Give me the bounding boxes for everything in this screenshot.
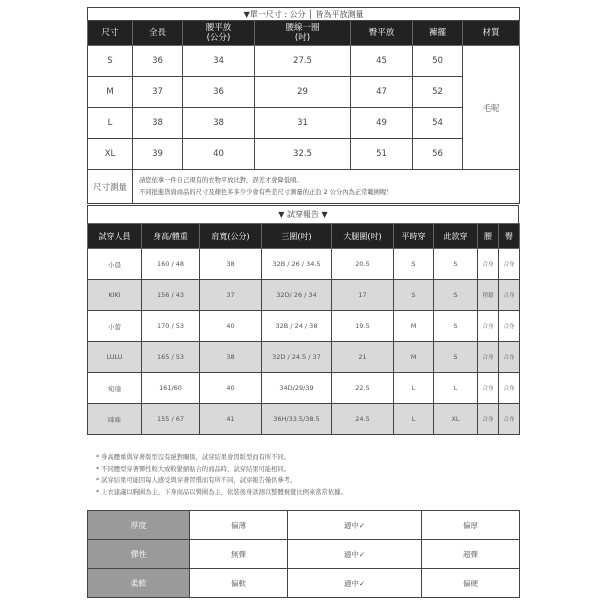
report-header-cell: 三圍(吋) [262,224,332,249]
size-table-title: ▼單一尺寸 : 公分 │ 皆為平放測量 [88,8,520,21]
tryon-report [87,205,519,435]
report-row [88,249,520,280]
report-cell: 155 / 67 [142,404,200,435]
size-cell: 37 [133,77,183,108]
size-cell: 45 [351,46,413,77]
report-row [88,404,520,435]
report-cell: 20.5 [332,249,394,280]
fabric-label: 柔軟 [88,569,190,598]
report-cell: 宛瑜 [88,373,142,404]
note-line: * 不同體型穿著彈性較大或較緊縮貼合的商品時，試穿結果可能相同。 [96,465,291,473]
report-cell: S [434,280,478,311]
size-cell: 29 [255,77,351,108]
fabric-option: 偏軟 [190,569,288,598]
report-cell: M [394,311,434,342]
measurement-note-label: 尺寸測量 [88,170,133,204]
size-table [87,7,520,204]
report-cell: 合身 [478,373,499,404]
measurement-note-line: 請您依拿一件自己現有的衣物平放比對，誤差才會降低唷。 [139,176,303,184]
size-cell: 49 [351,108,413,139]
fabric-row [88,511,520,540]
report-cell: L [394,404,434,435]
report-cell: S [434,342,478,373]
size-cell: 40 [183,139,255,170]
report-cell: 22.5 [332,373,394,404]
fabric-option: 適中✓ [288,511,422,540]
report-header-cell: 大腿圍(吋) [332,224,394,249]
size-cell: 51 [351,139,413,170]
report-cell: 34D/29/39 [262,373,332,404]
report-cell: 41 [200,404,262,435]
fabric-option: 適中✓ [288,569,422,598]
size-header-cell: 全長 [133,21,183,46]
report-cell: 36H/33.5/38.5 [262,404,332,435]
size-header-cell: 腰線一圈 (吋) [255,21,351,46]
report-cell: 19.5 [332,311,394,342]
report-header-cell: 平時穿 [394,224,434,249]
report-cell: 32B / 26 / 34.5 [262,249,332,280]
report-cell: S [394,249,434,280]
report-cell: 38 [200,342,262,373]
report-header-cell: 肩寬(公分) [200,224,262,249]
report-header-cell: 此款穿 [434,224,478,249]
report-cell: 合身 [478,311,499,342]
report-cell: S [434,311,478,342]
fabric-option: 偏薄 [190,511,288,540]
report-cell: 合身 [499,280,520,311]
size-cell: 36 [133,46,183,77]
report-header-cell: 試穿人員 [88,224,142,249]
tryon-report-header [88,224,520,249]
report-cell: 32D/ 26 / 34 [262,280,332,311]
report-cell: 稍鬆 [478,280,499,311]
report-cell: 合身 [499,342,520,373]
size-row [88,77,520,108]
report-cell: L [394,373,434,404]
report-row [88,311,520,342]
size-cell: S [88,46,133,77]
report-cell: 21 [332,342,394,373]
report-cell: 161/60 [142,373,200,404]
report-cell: 合身 [478,404,499,435]
report-row [88,280,520,311]
report-cell: M [394,342,434,373]
size-cell: 31 [255,108,351,139]
size-header-cell: 腰平放 (公分) [183,21,255,46]
report-cell: 170 / 53 [142,311,200,342]
fabric-option: 無彈 [190,540,288,569]
report-cell: 小蕾 [88,311,142,342]
report-cell: 合身 [499,404,520,435]
report-header-cell: 腰 [478,224,499,249]
size-chart [87,7,519,204]
size-row [88,108,520,139]
size-cell: M [88,77,133,108]
tryon-notes [96,452,526,498]
fabric-option: 超彈 [422,540,520,569]
report-cell: 37 [200,280,262,311]
report-cell: 32B / 24 / 38 [262,311,332,342]
report-cell: 17 [332,280,394,311]
report-cell: 小晨 [88,249,142,280]
fabric-option: 偏厚 [422,511,520,540]
note-line: * 上衣建議以胸圍為主，下身商品以臀圍為主，依裝後身款測以整體視覺比例來當常依據。 [96,488,347,496]
tryon-report-table [87,223,520,435]
fabric-option: 偏硬 [422,569,520,598]
fabric-properties-table [87,510,520,598]
report-cell: 合身 [499,311,520,342]
size-cell: 36 [183,77,255,108]
tryon-report-title: ▼ 試穿報告 ▼ [87,205,519,223]
size-cell: 47 [351,77,413,108]
size-header-cell: 臀平放 [351,21,413,46]
report-cell: 40 [200,373,262,404]
report-cell: S [394,280,434,311]
size-row [88,46,520,77]
measurement-note-line: 不同批進貨資商品的尺寸及顏色多多少少會有些差尺寸測量的正負 2 公分內為正常範圍喔！ [139,188,393,196]
measurement-note [133,170,520,204]
report-cell: S [434,249,478,280]
report-cell: 32D / 24.5 / 37 [262,342,332,373]
report-cell: 合身 [499,249,520,280]
size-cell: XL [88,139,133,170]
size-cell: 32.5 [255,139,351,170]
size-cell: 38 [133,108,183,139]
report-header-cell: 身高/體重 [142,224,200,249]
report-cell: KIKI [88,280,142,311]
report-cell: 咪咪 [88,404,142,435]
size-cell: 54 [413,108,463,139]
fabric-option: 適中✓ [288,540,422,569]
size-header-cell: 褲擺 [413,21,463,46]
report-cell: 40 [200,311,262,342]
fabric-label: 彈性 [88,540,190,569]
size-cell: 39 [133,139,183,170]
report-cell: XL [434,404,478,435]
size-cell: 27.5 [255,46,351,77]
fabric-row [88,540,520,569]
report-cell: 165 / 53 [142,342,200,373]
size-cell: 52 [413,77,463,108]
size-cell: 56 [413,139,463,170]
size-header-cell: 材質 [463,21,520,46]
size-cell: 50 [413,46,463,77]
report-row [88,342,520,373]
report-cell: LULU [88,342,142,373]
size-cell: L [88,108,133,139]
report-cell: 160 / 48 [142,249,200,280]
size-cell: 34 [183,46,255,77]
material-cell: 毛呢 [463,46,520,170]
report-cell: 合身 [478,249,499,280]
report-cell: 合身 [478,342,499,373]
report-cell: 24.5 [332,404,394,435]
size-row [88,139,520,170]
report-cell: 156 / 43 [142,280,200,311]
note-line: * 試穿結果可能因每人感受與穿著習慣而有所不同，試穿報告僅供參考。 [96,477,297,484]
size-cell: 38 [183,108,255,139]
report-cell: L [434,373,478,404]
report-header-cell: 臀 [499,224,520,249]
size-table-header [88,21,520,46]
report-cell: 合身 [499,373,520,404]
report-cell: 38 [200,249,262,280]
size-header-cell: 尺寸 [88,21,133,46]
report-row [88,373,520,404]
fabric-label: 厚度 [88,511,190,540]
note-line: * 身高體重與穿著版型沒有絕對關係，試穿結果會因版型而有所不同。 [96,454,291,461]
fabric-row [88,569,520,598]
